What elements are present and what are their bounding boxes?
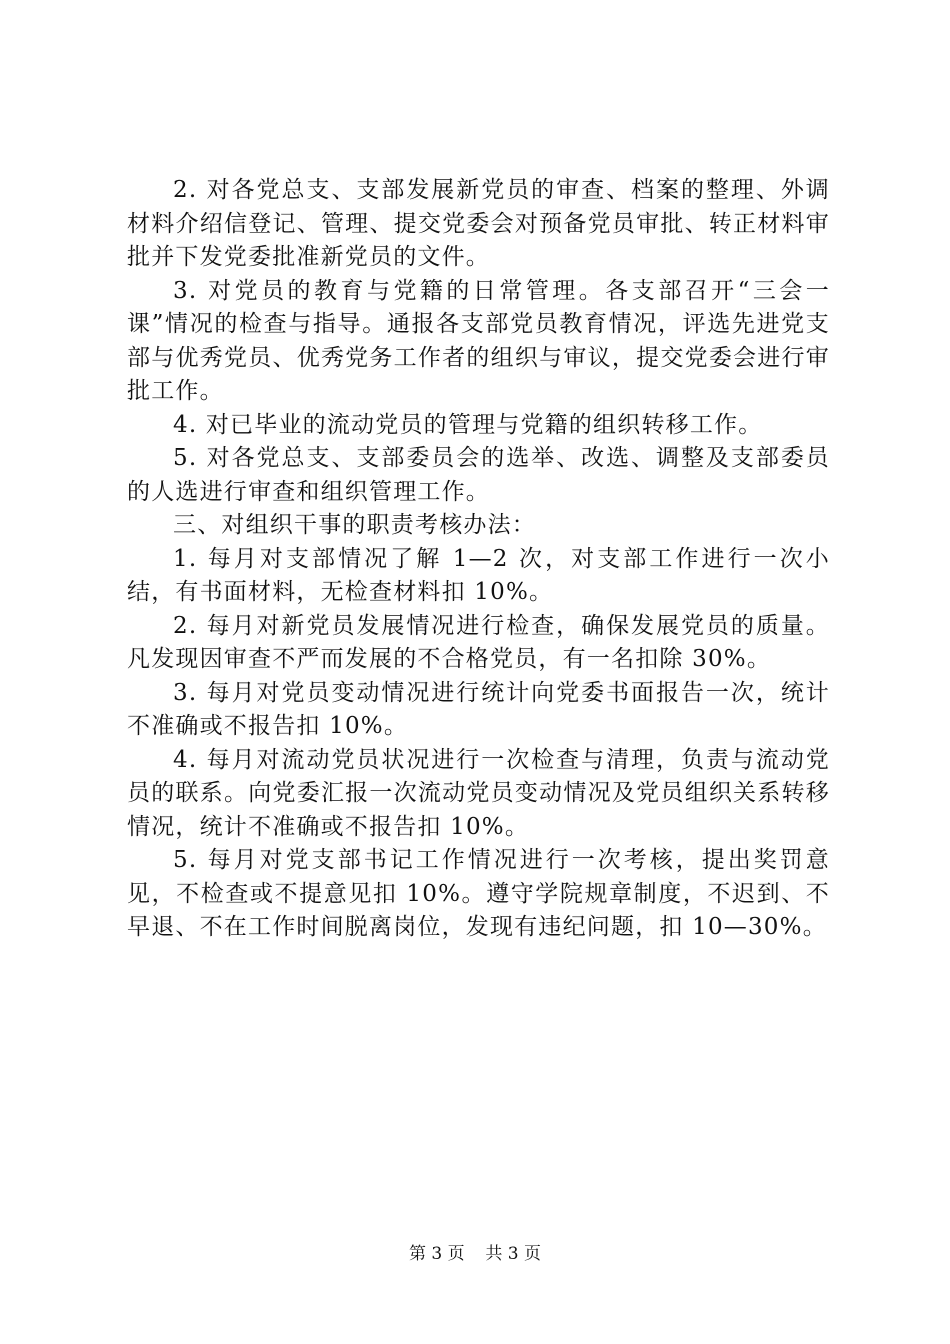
page-footer [0,1243,950,1265]
page-total: 共 3 页 [485,1244,542,1264]
section-heading: 三、对组织干事的职责考核办法： [173,512,536,538]
document-body [127,174,830,945]
paragraph: 3. 对党员的教育与党籍的日常管理。各支部召开“三会一课”情况的检查与指导。通报各支部党员教育情况，评选先进党支部与优秀党员、优秀党务工作者的组织与审议，提交党委会进行审批工作。 [127,277,830,404]
paragraph: 4. 每月对流动党员状况进行一次检查与清理，负责与流动党员的联系。向党委汇报一次流动党员变动情况及党员组织关系转移情况，统计不准确或不报告扣 10%。 [127,746,830,840]
paragraph: 1. 每月对支部情况了解 1—2 次，对支部工作进行一次小结，有书面材料，无检查材料扣 10%。 [127,545,830,605]
page-number: 第 3 页 [408,1244,465,1264]
paragraph: 4. 对已毕业的流动党员的管理与党籍的组织转移工作。 [173,411,763,438]
paragraph: 2. 每月对新党员发展情况进行检查，确保发展党员的质量。凡发现因审查不严而发展的不合格党员，有一名扣除 30%。 [127,612,830,672]
paragraph: 2. 对各党总支、支部发展新党员的审查、档案的整理、外调材料介绍信登记、管理、提交党委会对预备党员审批、转正材料审批并下发党委批准新党员的文件。 [127,177,830,270]
paragraph: 5. 每月对党支部书记工作情况进行一次考核，提出奖罚意见，不检查或不提意见扣 10%。遵守学院规章制度，不迟到、不早退、不在工作时间脱离岗位，发现有违纪问题，扣 10—30%。 [127,847,830,940]
paragraph: 3. 每月对党员变动情况进行统计向党委书面报告一次，统计不准确或不报告扣 10%。 [127,679,830,739]
paragraph: 5. 对各党总支、支部委员会的选举、改选、调整及支部委员的人选进行审查和组织管理工作。 [127,445,830,505]
